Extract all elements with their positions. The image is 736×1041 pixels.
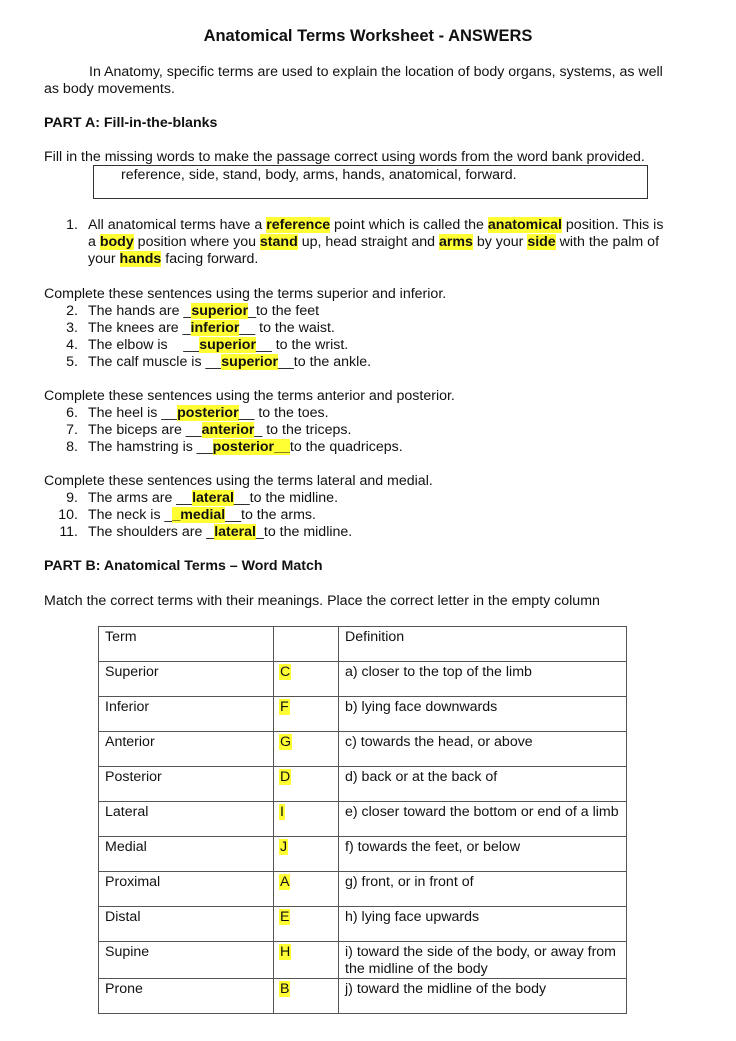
table-row [99,662,627,697]
table-row [99,802,627,837]
word-match-table [98,626,627,1014]
answer-side: side [527,234,556,250]
q1-text: All anatomical terms have a [88,217,267,233]
header-letter [274,627,339,662]
table-row [99,942,627,979]
q-number: 10. [58,507,78,523]
part-a-heading: PART A: Fill-in-the-blanks [44,115,218,131]
definition-cell: e) closer toward the bottom or end of a limb [339,802,627,837]
q-number: 11. [59,524,78,540]
part-a-instruction: Fill in the missing words to make the passage correct using words from the word bank provided. [44,149,645,165]
part-b-instruction: Match the correct terms with their meanings. Place the correct letter in the empty column [44,593,600,609]
header-definition: Definition [339,627,627,662]
question-2 [88,303,319,319]
answer: superior [191,303,249,319]
term-cell: Distal [99,907,274,942]
letter-cell [274,979,339,1014]
definition-cell: h) lying face upwards [339,907,627,942]
definition-cell: f) towards the feet, or below [339,837,627,872]
question-5 [88,354,371,370]
answer-letter: I [280,804,284,820]
term-cell: Posterior [99,767,274,802]
answer: posterior__ [212,439,290,455]
letter-cell [274,697,339,732]
answer-anatomical: anatomical [487,217,562,233]
answer-letter: J [280,839,288,855]
answer: lateral [192,490,234,506]
q-text: to the quadriceps. [289,439,403,455]
q-text: __ to the wrist. [255,337,349,353]
answer-reference: reference [266,217,331,233]
answer-body: body [99,234,134,250]
q-text: The hamstring is __ [88,439,213,455]
term-cell: Inferior [99,697,274,732]
question-8 [88,439,403,455]
definition-cell: j) toward the midline of the body [339,979,627,1014]
q-number: 7. [66,422,78,438]
q1-line-2 [88,234,659,250]
answer-arms: arms [438,234,473,250]
header-term: Term [99,627,274,662]
q1-line-3 [88,251,258,267]
answer: superior [221,354,279,370]
answer: superior [199,337,256,353]
question-3 [88,320,335,336]
q1-number: 1. [66,217,78,233]
table-row [99,732,627,767]
question-10 [88,507,316,523]
q-text: _to the midline. [256,524,353,540]
answer-letter: F [280,699,289,715]
table-row [99,837,627,872]
letter-cell [274,767,339,802]
q-text: __to the midline. [233,490,339,506]
definition-cell: a) closer to the top of the limb [339,662,627,697]
answer-letter: G [280,734,292,750]
q-number: 9. [66,490,78,506]
term-cell: Supine [99,942,274,979]
table-row [99,872,627,907]
q-text: __to the arms. [225,507,316,523]
q-text: __ to the waist. [239,320,335,336]
q-text: The hands are _ [88,303,192,319]
q1-text: a [88,234,100,250]
answer-hands: hands [119,251,162,267]
letter-cell [274,942,339,979]
group1-lead: Complete these sentences using the terms superior and inferior. [44,286,447,302]
answer: anterior [201,422,255,438]
group2-lead: Complete these sentences using the terms anterior and posterior. [44,388,455,404]
q1-text: up, head straight and [297,234,439,250]
answer-letter: A [280,874,290,890]
q-text: The calf muscle is __ [88,354,222,370]
q-text: The arms are __ [88,490,193,506]
answer: _medial [172,507,226,523]
question-11 [88,524,352,540]
answer-letter: H [280,944,291,960]
q1-text: point which is called the [330,217,488,233]
page-title: Anatomical Terms Worksheet - ANSWERS [203,27,533,45]
intro-line-2: as body movements. [44,81,175,97]
question-6 [88,405,329,421]
intro-line-1: In Anatomy, specific terms are used to explain the location of body organs, systems, as well [89,64,663,80]
letter-cell [274,732,339,767]
table-header-row [99,627,627,662]
q-number: 8. [66,439,78,455]
q-text: The heel is __ [88,405,178,421]
q-text: _to the feet [248,303,320,319]
answer: posterior [177,405,239,421]
letter-cell [274,907,339,942]
part-b-heading: PART B: Anatomical Terms – Word Match [44,558,323,574]
table-row [99,767,627,802]
q-number: 5. [66,354,78,370]
q-number: 6. [66,405,78,421]
q1-text: by your [472,234,528,250]
q-number: 2. [66,303,78,319]
definition-cell: g) front, or in front of [339,872,627,907]
word-bank-text: reference, side, stand, body, arms, hands, anatomical, forward. [121,167,517,183]
q1-text: position where you [133,234,260,250]
table-row [99,979,627,1014]
term-cell: Proximal [99,872,274,907]
q-text: The biceps are __ [88,422,202,438]
term-cell: Lateral [99,802,274,837]
q1-line-1 [88,217,663,233]
term-cell: Anterior [99,732,274,767]
question-7 [88,422,351,438]
answer-letter: C [280,664,291,680]
group3-lead: Complete these sentences using the terms lateral and medial. [44,473,433,489]
q-text: The knees are _ [88,320,191,336]
table-row [99,697,627,732]
definition-cell: i) toward the side of the body, or away from the midline of the body [339,942,627,979]
answer-letter: E [280,909,290,925]
q1-text: your [88,251,120,267]
definition-cell: d) back or at the back of [339,767,627,802]
q1-text: position. This is [561,217,664,233]
answer-letter: D [280,769,291,785]
term-cell: Superior [99,662,274,697]
q1-text: facing forward. [161,251,259,267]
definition-cell: b) lying face downwards [339,697,627,732]
q-text: __ to the toes. [238,405,329,421]
q-text: The neck is _ [88,507,173,523]
letter-cell [274,662,339,697]
letter-cell [274,872,339,907]
question-9 [88,490,338,506]
answer-letter: B [280,981,290,997]
q-text: The shoulders are _ [88,524,215,540]
answer: lateral [214,524,256,540]
q-text: __to the ankle. [278,354,372,370]
answer: inferior [190,320,240,336]
q-text: _ to the triceps. [254,422,352,438]
question-4 [88,337,348,353]
q1-text: with the palm of [555,234,660,250]
term-cell: Prone [99,979,274,1014]
q-number: 4. [66,337,78,353]
answer-stand: stand [259,234,298,250]
letter-cell [274,802,339,837]
q-number: 3. [66,320,78,336]
q-text: The elbow is __ [88,337,200,353]
definition-cell: c) towards the head, or above [339,732,627,767]
term-cell: Medial [99,837,274,872]
letter-cell [274,837,339,872]
table-row [99,907,627,942]
